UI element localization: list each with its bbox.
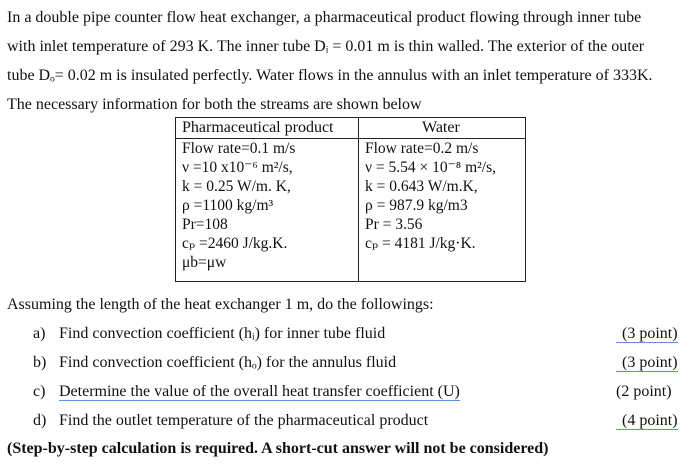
pharma-viscosity: ν =10 x10⁻⁶ m²/s,	[182, 159, 293, 176]
intro-line-4: The necessary information for both the streams are shown below	[7, 96, 422, 113]
pharma-properties	[182, 139, 295, 272]
question-b-points: (3 point)	[616, 351, 678, 375]
question-d-label: d)	[33, 412, 47, 429]
question-b-text: Find convection coefficient (hₒ) for the annulus fluid	[59, 354, 397, 371]
water-cp: cₚ = 4181 J/kg·K.	[365, 235, 476, 252]
water-flow-rate: Flow rate=0.2 m/s	[365, 140, 479, 157]
intro-line-3: tube Dₒ= 0.02 m is insulated perfectly. Water flows in the annulus with an inlet temperature of 333K.	[7, 67, 653, 84]
question-a-text: Find convection coefficient (hᵢ) for inner tube fluid	[59, 325, 386, 342]
question-c-label: c)	[33, 383, 46, 400]
pharma-flow-rate: Flow rate=0.1 m/s	[182, 140, 296, 157]
water-viscosity: ν = 5.54 × 10⁻⁸ m²/s,	[365, 159, 496, 176]
question-c-points: (2 point)	[616, 383, 672, 400]
question-c-text: Determine the value of the overall heat transfer coefficient (U)	[59, 383, 460, 400]
header-water: Water	[422, 119, 460, 136]
header-pharma: Pharmaceutical product	[182, 119, 334, 136]
question-a	[33, 322, 385, 346]
question-b	[33, 351, 396, 375]
water-conductivity: k = 0.643 W/m.K,	[365, 178, 478, 195]
question-b-label: b)	[33, 354, 47, 371]
intro-line-1: In a double pipe counter flow heat exchanger, a pharmaceutical product flowing through inner tube	[7, 9, 642, 26]
pharma-cp: cₚ =2460 J/kg.K.	[182, 235, 288, 252]
question-c	[33, 380, 460, 404]
pharma-density: ρ =1100 kg/m³	[182, 197, 274, 214]
pharma-conductivity: k = 0.25 W/m. K,	[182, 178, 291, 195]
pharma-mu-ratio: μb=μw	[182, 254, 227, 271]
table-divider	[358, 118, 359, 281]
intro-line-2: with inlet temperature of 293 K. The inner tube Dᵢ = 0.01 m is thin walled. The exterior of the outer	[7, 38, 645, 55]
problem-intro	[7, 3, 697, 119]
question-a-label: a)	[33, 325, 46, 342]
question-a-points: (3 point)	[616, 322, 678, 346]
water-prandtl: Pr = 3.56	[365, 216, 423, 233]
water-properties	[365, 139, 496, 253]
pharma-prandtl: Pr=108	[182, 216, 228, 233]
question-d	[33, 409, 428, 433]
question-d-text: Find the outlet temperature of the pharmaceutical product	[59, 412, 429, 429]
assumption-text: Assuming the length of the heat exchanger 1 m, do the followings:	[7, 296, 434, 313]
instruction-note: (Step-by-step calculation is required. A short-cut answer will not be considered)	[7, 440, 549, 457]
water-density: ρ = 987.9 kg/m3	[365, 197, 468, 214]
question-d-points: (4 point)	[616, 409, 678, 433]
properties-table	[175, 117, 526, 282]
